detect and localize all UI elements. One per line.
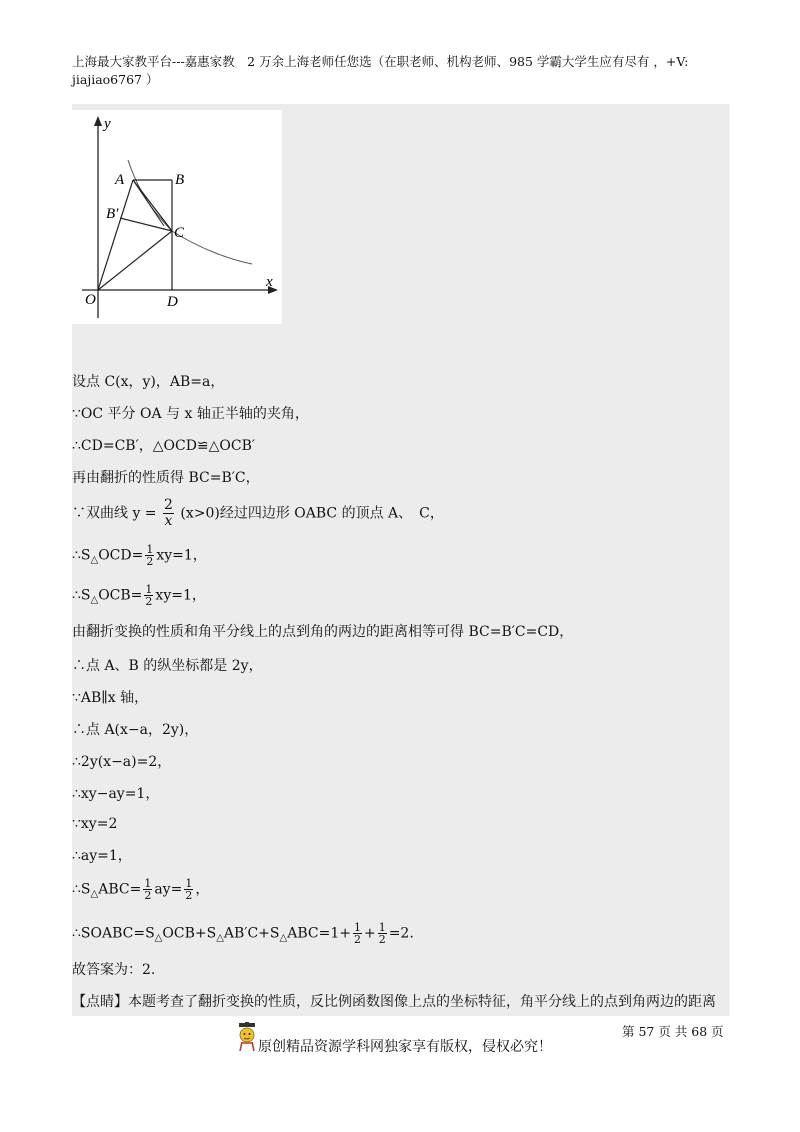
text-fragment: OCB= (98, 587, 143, 604)
text-fragment: xy=1， (156, 547, 207, 564)
label-O: O (85, 292, 96, 308)
text-fragment: ∴S (72, 547, 91, 564)
label-D: D (167, 294, 178, 310)
solution-line-6 (72, 544, 207, 571)
denominator: x (164, 513, 173, 529)
numerator: 1 (145, 583, 153, 596)
solution-line-9: ∴点 A、B 的纵坐标都是 2y， (72, 658, 263, 674)
subscript: △ (90, 554, 99, 566)
subscript: △ (279, 932, 288, 944)
text-fragment: OCB+S (162, 925, 217, 942)
denominator: 2 (185, 889, 193, 902)
text-fragment: ， (195, 881, 210, 898)
y-axis-arrow (94, 116, 102, 126)
copyright-note: 原创精品资源学科网独家享有版权，侵权必究！ (258, 1039, 552, 1055)
text-fragment: ay= (154, 881, 183, 898)
solution-line-7 (72, 584, 206, 611)
text-fragment: ∵双曲线 y = (72, 505, 157, 522)
solution-line-10: ∵AB∥x 轴， (72, 690, 149, 706)
solution-line-2: ∵OC 平分 OA 与 x 轴正半轴的夹角， (72, 406, 309, 422)
text-fragment: + (363, 925, 376, 942)
label-A: A (115, 172, 125, 188)
numerator: 2 (164, 497, 173, 513)
solution-line-3: ∴CD=CB′，△OCD≌△OCB′ (72, 438, 256, 454)
label-y: y (104, 116, 111, 132)
solution-line-15: ∴ay=1， (72, 848, 132, 864)
denominator: 2 (145, 595, 153, 608)
numerator: 1 (353, 921, 361, 934)
label-B-prime: B′ (106, 206, 119, 222)
subscript: △ (90, 594, 99, 606)
denominator: 2 (146, 555, 154, 568)
text-fragment: ∴S (72, 587, 91, 604)
solution-line-18: 故答案为：2. (72, 962, 156, 978)
label-C: C (174, 225, 185, 241)
text-fragment: AB′C+S (223, 925, 280, 942)
solution-line-13: ∴xy−ay=1， (72, 786, 160, 802)
text-fragment: (x>0)经过四边形 OABC 的顶点 A、 C， (180, 505, 444, 522)
mascot-logo-icon (236, 1022, 258, 1052)
page-number: 第 57 页 共 68 页 (622, 1024, 724, 1039)
numerator: 1 (185, 877, 193, 890)
solution-line-14: ∵xy=2 (72, 816, 118, 832)
numerator: 1 (146, 543, 154, 556)
text-fragment: ∴SOABC=S (72, 925, 155, 942)
segment-AC (133, 180, 172, 231)
label-B: B (175, 172, 185, 188)
fraction (143, 878, 152, 901)
solution-line-8: 由翻折变换的性质和角平分线上的点到角的两边的距离相等可得 BC=B′C=CD， (72, 624, 574, 640)
solution-line-12: ∴2y(x−a)=2， (72, 754, 172, 770)
solution-line-19: 【点睛】本题考查了翻折变换的性质，反比例函数图像上点的坐标特征，角平分线上的点到角两边的距离 (72, 994, 716, 1010)
subscript: △ (90, 888, 99, 900)
text-fragment: ABC= (98, 881, 142, 898)
text-fragment: OCD= (98, 547, 144, 564)
text-fragment: xy=1， (155, 587, 206, 604)
numerator: 1 (378, 921, 386, 934)
segment-OA (98, 180, 133, 290)
geometry-diagram (72, 110, 282, 324)
fraction (184, 878, 193, 901)
solution-line-16 (72, 878, 209, 905)
subscript: △ (216, 932, 224, 944)
fraction (163, 498, 174, 529)
subscript: △ (154, 932, 163, 944)
fraction (353, 922, 362, 945)
solution-line-5 (72, 498, 444, 529)
denominator: 2 (144, 889, 152, 902)
text-fragment: ∴S (72, 881, 91, 898)
solution-line-1: 设点 C(x，y)，AB=a， (72, 374, 225, 390)
segment-A-fold (133, 180, 164, 226)
solution-line-4: 再由翻折的性质得 BC=B′C， (72, 470, 260, 486)
text-fragment: ABC=1+ (287, 925, 351, 942)
page-header: 上海最大家教平台---嘉惠家教 2 万余上海老师任您选（在职老师、机构老师、985 学霸大学生应有尽有 ，+V: jiajiao6767 ） (72, 54, 689, 87)
solution-line-17 (72, 922, 414, 949)
geometry-figure (72, 110, 282, 324)
denominator: 2 (353, 933, 361, 946)
fraction (378, 922, 387, 945)
fraction (145, 544, 154, 567)
solution-line-11: ∴点 A(x−a，2y)， (72, 722, 199, 738)
denominator: 2 (378, 933, 386, 946)
fraction (144, 584, 153, 607)
numerator: 1 (144, 877, 152, 890)
label-x: x (266, 274, 273, 290)
hyperbola-curve (128, 160, 252, 264)
text-fragment: =2. (388, 925, 414, 942)
segment-OC (98, 231, 172, 290)
